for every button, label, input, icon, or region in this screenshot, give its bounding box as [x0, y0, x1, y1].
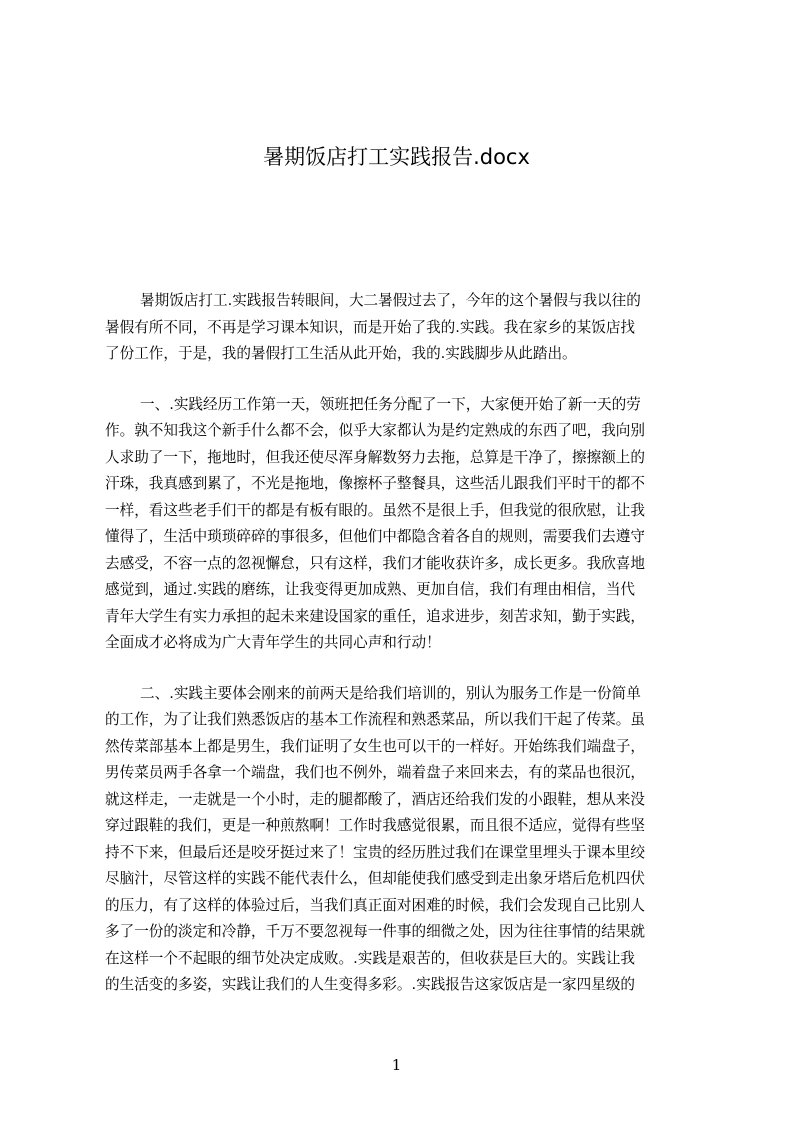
- text-line: 青年大学生有实力承担的起未来建设国家的重任，追求进步，刻苦求知，勤于实践，: [105, 607, 645, 625]
- text-line: 人求助了一下，拖地时，但我还使尽浑身解数努力去拖，总算是干净了，擦擦额上的: [105, 448, 645, 466]
- text-line: 多了一份的淡定和冷静，千万不要忽视每一件事的细微之处，因为往往事情的结果就: [105, 923, 645, 940]
- text-line: 汗珠，我真感到累了，不光是拖地，像擦杯子整餐具，这些活儿跟我们平时干的都不: [105, 475, 645, 492]
- text-line: 感觉到，通过.实践的磨练，让我变得更加成熟、更加自信，我们有理由相信，当代: [105, 581, 636, 598]
- text-line: 男传菜员两手各拿一个端盘，我们也不例外，端着盘子来回来去，有的菜品也很沉，: [105, 764, 645, 781]
- text-line: 在这样一个不起眼的细节处决定成败。.实践是艰苦的，但收获是巨大的。实践让我: [105, 949, 636, 967]
- text-line: 了份工作，于是，我的暑假打工生活从此开始，我的.实践脚步从此踏出。: [105, 345, 577, 362]
- text-line: 暑期饭店打工.实践报告转眼间，大二暑假过去了，今年的这个暑假与我以往的: [140, 292, 641, 309]
- text-line: 尽脑汁，尽管这样的实践不能代表什么，但却能使我们感受到走出象牙塔后危机四伏: [105, 870, 645, 887]
- text-line: 的工作，为了让我们熟悉饭店的基本工作流程和熟悉菜品，所以我们干起了传菜。虽: [105, 711, 645, 728]
- text-line: 然传菜部基本上都是男生，我们证明了女生也可以干的一样好。开始练我们端盘子，: [105, 737, 645, 755]
- document-body: [105, 288, 701, 1023]
- page-number: 1: [391, 1056, 402, 1074]
- text-line: 的生活变的多姿，实践让我们的人生变得多彩。.实践报告这家饭店是一家四星级的: [105, 976, 636, 993]
- text-line: 暑假有所不同，不再是学习课本知识，而是开始了我的.实践。我在家乡的某饭店找: [105, 318, 636, 336]
- text-line: 作。孰不知我这个新手什么都不会，似乎大家都认为是约定熟成的东西了吧，我向别: [105, 422, 645, 439]
- text-line: 一、.实践经历工作第一天，领班把任务分配了一下，大家便开始了新一天的劳: [140, 395, 641, 413]
- text-line: 二、.实践主要体会刚来的前两天是给我们培训的，别认为服务工作是一份简单: [140, 684, 641, 702]
- text-line: 全面成才必将成为广大青年学生的共同心声和行动！: [105, 634, 441, 651]
- paragraph-section-two: [105, 681, 701, 999]
- paragraph-intro: [105, 288, 701, 368]
- document-title: 暑期饭店打工实践报告.docx: [263, 145, 530, 169]
- text-line: 就这样走，一走就是一个小时，走的腿都酸了，酒店还给我们发的小跟鞋，想从来没: [105, 790, 645, 808]
- text-line: 去感受，不容一点的忽视懈怠，只有这样，我们才能收获许多，成长更多。我欣喜地: [105, 554, 645, 572]
- text-line: 的压力，有了这样的体验过后，当我们真正面对困难的时候，我们会发现自己比别人: [105, 896, 645, 914]
- paragraph-section-one: [105, 392, 701, 657]
- text-line: 一样，看这些老手们干的都是有板有眼的。虽然不是很上手，但我觉的很欣慰，让我: [105, 501, 645, 519]
- text-line: 穿过跟鞋的我们，更是一种煎熬啊！工作时我感觉很累，而且很不适应，觉得有些坚: [105, 817, 645, 834]
- text-line: 懂得了，生活中琐琐碎碎的事很多，但他们中都隐含着各自的规则，需要我们去遵守: [105, 528, 645, 545]
- text-line: 持不下来，但最后还是咬牙挺过来了！宝贵的经历胜过我们在课堂里埋头于课本里绞: [105, 843, 645, 861]
